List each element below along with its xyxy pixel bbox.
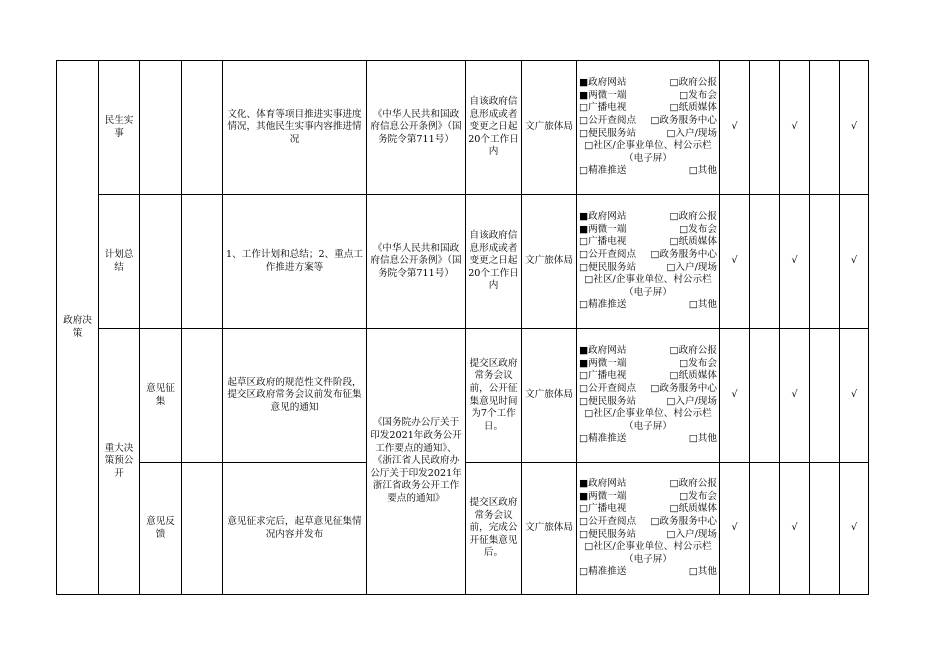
check-cell: √	[720, 463, 750, 595]
channels-cell: ■政府网站 □政府公报 ■两微一端 □发布会 □广播电视 □纸质媒体 □公开查阅点 □政务服务中心 □便民服务站 □入户/现场 □社区/企事业单位、村公示栏（电子屏） □精准推送 □其他	[577, 195, 720, 329]
check-cell: √	[840, 61, 869, 195]
empty-cell	[750, 195, 780, 329]
basis-cell: 《中华人民共和国政府信息公开条例》（国务院令第711号）	[367, 195, 466, 329]
empty-cell	[750, 329, 780, 463]
empty-cell	[810, 61, 840, 195]
table-row	[57, 329, 898, 463]
empty-cell	[810, 329, 840, 463]
content-cell: 文化、体育等项目推进实事进度情况，其他民生实事内容推进情况	[223, 61, 367, 195]
category-cell: 政府决策	[57, 61, 99, 595]
content-cell: 起草区政府的规范性文件阶段，提交区政府常务会议前发布征集意见的通知	[223, 329, 367, 463]
subject-cell: 文广旅体局	[522, 329, 577, 463]
check-cell: √	[720, 329, 750, 463]
basis-cell: 《中华人民共和国政府信息公开条例》（国务院令第711号）	[367, 61, 466, 195]
check-cell: √	[780, 329, 810, 463]
table-row	[57, 463, 898, 595]
disclosure-table	[56, 60, 898, 595]
empty-cell	[182, 61, 223, 195]
subject-cell: 文广旅体局	[522, 463, 577, 595]
empty-cell	[750, 61, 780, 195]
table-row	[57, 61, 898, 195]
item-cell: 计划总结	[99, 195, 140, 329]
check-cell: √	[780, 463, 810, 595]
subject-cell: 文广旅体局	[522, 195, 577, 329]
item-cell: 民生实事	[99, 61, 140, 195]
empty-cell	[750, 463, 780, 595]
content-cell: 1、工作计划和总结；2、重点工作推进方案等	[223, 195, 367, 329]
check-cell: √	[720, 195, 750, 329]
check-cell: √	[840, 463, 869, 595]
time-cell: 提交区政府常务会议前，完成公开征集意见后。	[466, 463, 522, 595]
empty-cell	[182, 463, 223, 595]
sub-item-cell: 意见征集	[140, 329, 182, 463]
time-cell: 提交区政府常务会议前，公开征集意见时间为7个工作日。	[466, 329, 522, 463]
time-cell: 自该政府信息形成或者变更之日起20个工作日内	[466, 61, 522, 195]
channels-cell: ■政府网站 □政府公报 ■两微一端 □发布会 □广播电视 □纸质媒体 □公开查阅点 □政务服务中心 □便民服务站 □入户/现场 □社区/企事业单位、村公示栏（电子屏） □精准推送 □其他	[577, 329, 720, 463]
empty-cell	[182, 195, 223, 329]
time-cell: 自该政府信息形成或者变更之日起20个工作日内	[466, 195, 522, 329]
check-cell: √	[840, 195, 869, 329]
empty-cell	[140, 195, 182, 329]
basis-cell: 《国务院办公厅关于印发2021年政务公开工作要点的通知》、《浙江省人民政府办公厅关于印发2021年浙江省政务公开工作要点的通知》	[367, 329, 466, 595]
content-cell: 意见征求完后，起草意见征集情况内容并发布	[223, 463, 367, 595]
empty-cell	[140, 61, 182, 195]
check-cell: √	[720, 61, 750, 195]
empty-cell	[810, 195, 840, 329]
empty-cell	[182, 329, 223, 463]
channels-cell: ■政府网站 □政府公报 ■两微一端 □发布会 □广播电视 □纸质媒体 □公开查阅点 □政务服务中心 □便民服务站 □入户/现场 □社区/企事业单位、村公示栏（电子屏） □精准推送 □其他	[577, 463, 720, 595]
empty-cell	[810, 463, 840, 595]
subject-cell: 文广旅体局	[522, 61, 577, 195]
check-cell: √	[780, 195, 810, 329]
check-cell: √	[840, 329, 869, 463]
check-cell: √	[780, 61, 810, 195]
sub-item-cell: 意见反馈	[140, 463, 182, 595]
channels-cell: ■政府网站 □政府公报 ■两微一端 □发布会 □广播电视 □纸质媒体 □公开查阅点 □政务服务中心 □便民服务站 □入户/现场 □社区/企事业单位、村公示栏（电子屏） □精准推送 □其他	[577, 61, 720, 195]
item-cell: 重大决策预公开	[99, 329, 140, 595]
table-row	[57, 195, 898, 329]
